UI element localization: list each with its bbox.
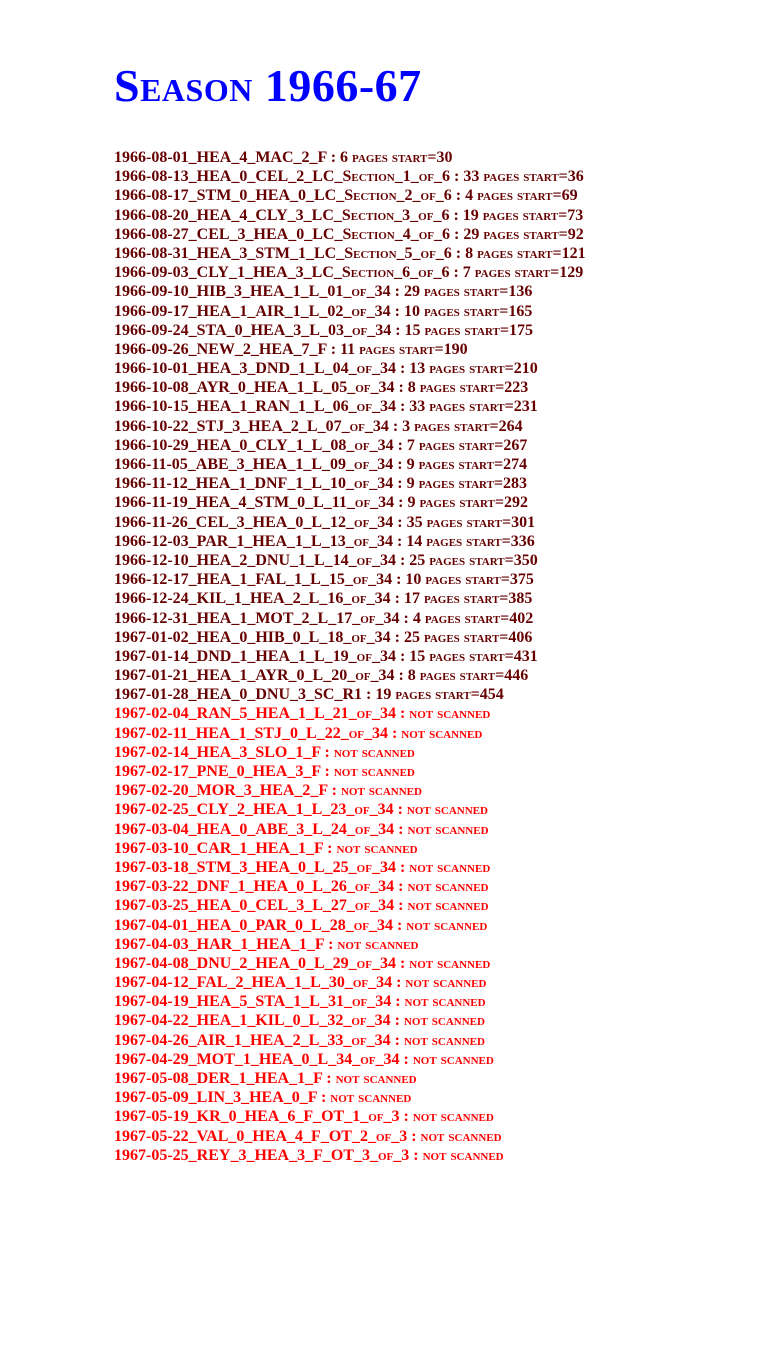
match-entry-scanned: 1966-11-05_ABE_3_HEA_1_L_09_of_34 : 9 pages start=274 [114,456,528,473]
match-entry-not-scanned: 1967-03-22_DNF_1_HEA_0_L_26_of_34 : not scanned [114,878,489,896]
match-entry-scanned: 1966-10-29_HEA_0_CLY_1_L_08_of_34 : 7 pages start=267 [114,436,528,454]
match-entry-scanned: 1966-12-10_HEA_2_DNU_1_L_14_of_34 : 25 pages start=350 [114,551,538,569]
match-entry-not-scanned: 1967-04-26_AIR_1_HEA_2_L_33_of_34 : not scanned [114,1031,485,1049]
match-entry-not-scanned: 1967-04-29_MOT_1_HEA_0_L_34_of_34 : not scanned [114,1050,494,1068]
match-entry-scanned: 1966-10-01_HEA_3_DND_1_L_04_of_34 : 13 pages start=210 [114,360,538,378]
match-entry-scanned: 1966-09-03_CLY_1_HEA_3_LC_Section_6_of_6 : 7 pages start=129 [114,264,584,282]
match-entry-not-scanned: 1967-02-11_HEA_1_STJ_0_L_22_of_34 : not scanned [114,724,483,742]
match-entry-scanned: 1966-12-24_KIL_1_HEA_2_L_16_of_34 : 17 pages start=385 [114,590,533,608]
match-entry-scanned: 1966-10-15_HEA_1_RAN_1_L_06_of_34 : 33 pages start=231 [114,398,538,416]
match-entry-scanned: 1967-01-02_HEA_0_HIB_0_L_18_of_34 : 25 pages start=406 [114,628,533,646]
match-entry-not-scanned: 1967-04-03_HAR_1_HEA_1_F : not scanned [114,935,419,953]
match-entry-scanned: 1967-01-28_HEA_0_DNU_3_SC_R1 : 19 pages start=454 [114,686,504,704]
match-entry-not-scanned: 1967-05-25_REY_3_HEA_3_F_OT_3_of_3 : not scanned [114,1146,504,1164]
match-entry-scanned: 1966-08-31_HEA_3_STM_1_LC_Section_5_of_6 : 8 pages start=121 [114,244,586,262]
match-entry-scanned: 1966-09-24_STA_0_HEA_3_L_03_of_34 : 15 pages start=175 [114,321,533,339]
match-entry-scanned: 1966-11-12_HEA_1_DNF_1_L_10_of_34 : 9 pages start=283 [114,475,528,493]
match-entry-not-scanned: 1967-03-04_HEA_0_ABE_3_L_24_of_34 : not scanned [114,820,489,838]
match-entry-not-scanned: 1967-04-01_HEA_0_PAR_0_L_28_of_34 : not scanned [114,916,488,934]
page-title: Season 1966-67 [114,60,422,111]
match-entry-scanned: 1966-09-17_HEA_1_AIR_1_L_02_of_34 : 10 pages start=165 [114,302,533,320]
match-entry-not-scanned: 1967-02-20_MOR_3_HEA_2_F : not scanned [114,782,422,800]
match-entry-scanned: 1966-08-01_HEA_4_MAC_2_F : 6 pages start=30 [114,149,453,166]
match-entry-scanned: 1966-11-26_CEL_3_HEA_0_L_12_of_34 : 35 pages start=301 [114,513,536,531]
match-entry-not-scanned: 1967-04-19_HEA_5_STA_1_L_31_of_34 : not scanned [114,993,486,1011]
match-entry-scanned: 1966-08-27_CEL_3_HEA_0_LC_Section_4_of_6 : 29 pages start=92 [114,225,584,243]
match-entry-scanned: 1966-08-13_HEA_0_CEL_2_LC_Section_1_of_6 : 33 pages start=36 [114,168,584,186]
match-list [114,148,754,1165]
match-entry-not-scanned: 1967-04-08_DNU_2_HEA_0_L_29_of_34 : not scanned [114,954,491,972]
match-entry-scanned: 1966-09-26_NEW_2_HEA_7_F : 11 pages start=190 [114,340,468,358]
match-entry-not-scanned: 1967-05-08_DER_1_HEA_1_F : not scanned [114,1070,417,1087]
match-entry-not-scanned: 1967-05-19_KR_0_HEA_6_F_OT_1_of_3 : not scanned [114,1108,494,1126]
match-entry-scanned: 1966-08-17_STM_0_HEA_0_LC_Section_2_of_6 : 4 pages start=69 [114,187,578,205]
match-entry-not-scanned: 1967-03-18_STM_3_HEA_0_L_25_of_34 : not scanned [114,858,491,876]
match-entry-not-scanned: 1967-03-10_CAR_1_HEA_1_F : not scanned [114,839,418,857]
match-entry-not-scanned: 1967-04-12_FAL_2_HEA_1_L_30_of_34 : not scanned [114,974,487,992]
match-entry-not-scanned: 1967-05-22_VAL_0_HEA_4_F_OT_2_of_3 : not scanned [114,1127,502,1145]
match-entry-not-scanned: 1967-02-04_RAN_5_HEA_1_L_21_of_34 : not scanned [114,705,491,723]
match-entry-not-scanned: 1967-03-25_HEA_0_CEL_3_L_27_of_34 : not scanned [114,897,489,915]
match-entry-scanned: 1967-01-21_HEA_1_AYR_0_L_20_of_34 : 8 pages start=446 [114,667,529,685]
match-entry-not-scanned: 1967-02-17_PNE_0_HEA_3_F : not scanned [114,763,415,780]
match-entry-not-scanned: 1967-04-22_HEA_1_KIL_0_L_32_of_34 : not scanned [114,1012,485,1030]
season-page [114,58,754,1165]
match-entry-scanned: 1966-11-19_HEA_4_STM_0_L_11_of_34 : 9 pages start=292 [114,494,528,512]
match-entry-not-scanned: 1967-02-25_CLY_2_HEA_1_L_23_of_34 : not scanned [114,801,488,819]
match-entry-scanned: 1966-08-20_HEA_4_CLY_3_LC_Section_3_of_6 : 19 pages start=73 [114,206,584,224]
match-entry-scanned: 1967-01-14_DND_1_HEA_1_L_19_of_34 : 15 pages start=431 [114,647,538,665]
match-entry-scanned: 1966-12-31_HEA_1_MOT_2_L_17_of_34 : 4 pages start=402 [114,609,534,627]
match-entry-scanned: 1966-09-10_HIB_3_HEA_1_L_01_of_34 : 29 pages start=136 [114,283,533,301]
match-entry-scanned: 1966-12-17_HEA_1_FAL_1_L_15_of_34 : 10 pages start=375 [114,571,534,589]
match-entry-not-scanned: 1967-02-14_HEA_3_SLO_1_F : not scanned [114,743,415,761]
match-entry-scanned: 1966-12-03_PAR_1_HEA_1_L_13_of_34 : 14 pages start=336 [114,532,535,550]
match-entry-scanned: 1966-10-22_STJ_3_HEA_2_L_07_of_34 : 3 pages start=264 [114,417,523,435]
match-entry-scanned: 1966-10-08_AYR_0_HEA_1_L_05_of_34 : 8 pages start=223 [114,379,529,397]
match-entry-not-scanned: 1967-05-09_LIN_3_HEA_0_F : not scanned [114,1089,412,1107]
